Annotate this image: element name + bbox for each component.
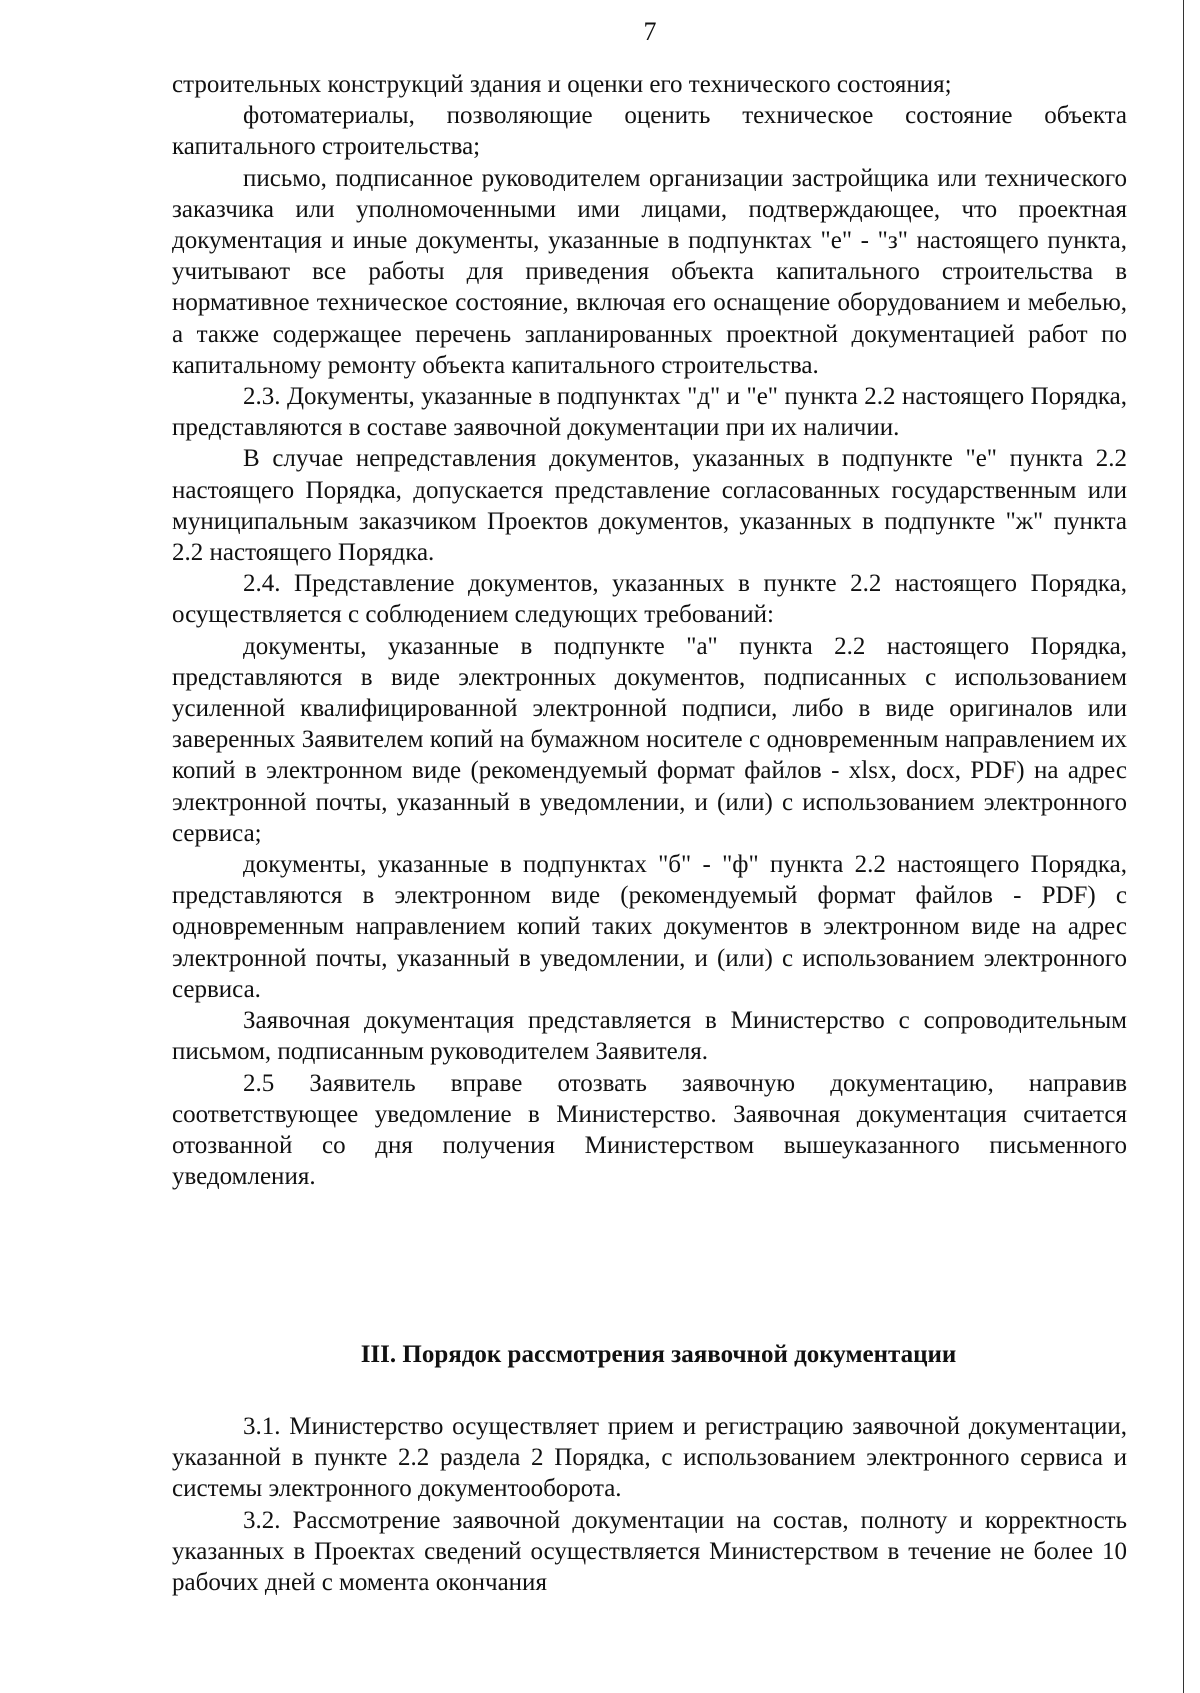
paragraph: документы, указанные в подпунктах "б" - "ф" пункта 2.2 настоящего Порядка, представляются в электронном виде (рекомендуемый формат файлов - PDF) с одновременным направлением копий таких документов в электронном виде на адрес электронной почты, указанный в уведомлении, и (или) с использованием электронного сервиса.: [172, 851, 1127, 1003]
paragraph: В случае непредставления документов, указанных в подпункте "е" пункта 2.2 настоящего Порядка, допускается представление согласованных государственным или муниципальным заказчиком Проектов документов, указанных в подпункте "ж" пункта 2.2 настоящего Порядка.: [172, 445, 1127, 567]
body-text-lower: [172, 1411, 1127, 1598]
paragraph: фотоматериалы, позволяющие оценить техническое состояние объекта капитального строительства;: [172, 102, 1127, 161]
paragraph: 3.2. Рассмотрение заявочной документации на состав, полноту и корректность указанных в Проектах сведений осуществляется Министерством в течение не более 10 рабочих дней с момента окончания: [172, 1506, 1127, 1597]
paragraph: 2.5 Заявитель вправе отозвать заявочную документацию, направив соответствующее уведомление в Министерство. Заявочная документация считается отозванной со дня получения Министерством вышеуказанного письменного уведомления.: [172, 1069, 1127, 1191]
paragraph: документы, указанные в подпункте "а" пункта 2.2 настоящего Порядка, представляются в виде электронных документов, подписанных с использованием усиленной квалифицированной электронной подписи, либо в виде оригиналов или заверенных Заявителем копий на бумажном носителе с одновременным направлением их копий в электронном виде (рекомендуемый формат файлов - xlsx, docx, PDF) на адрес электронной почты, указанный в уведомлении, и (или) с использованием электронного сервиса;: [172, 632, 1127, 847]
paragraph: письмо, подписанное руководителем организации застройщика или технического заказчика или уполномоченными ими лицами, подтверждающее, что проектная документация и иные документы, указанные в подпунктах "е" - "з" настоящего пункта, учитывают все работы для приведения объекта капитального строительства в нормативное техническое состояние, включая его оснащение оборудованием и мебелью, а также содержащее перечень запланированных проектной документацией работ по капитальному ремонту объекта капитального строительства.: [172, 164, 1127, 379]
section-heading: [172, 1339, 1127, 1371]
paragraph: строительных конструкций здания и оценки его технического состояния;: [172, 71, 952, 98]
paragraph: 3.1. Министерство осуществляет прием и регистрацию заявочной документации, указанной в пункте 2.2 раздела 2 Порядка, с использованием электронного сервиса и системы электронного документооборота.: [172, 1413, 1127, 1503]
paragraph: 2.4. Представление документов, указанных в пункте 2.2 настоящего Порядка, осуществляется с соблюдением следующих требований:: [172, 570, 1127, 629]
page-number: 7: [643, 17, 657, 46]
paragraph: Заявочная документация представляется в Министерство с сопроводительным письмом, подписанным руководителем Заявителя.: [172, 1007, 1127, 1066]
body-text-upper: [172, 69, 1127, 1192]
page-edge-line: [1183, 0, 1184, 1693]
section-heading-text: III. Порядок рассмотрения заявочной документации: [360, 1341, 957, 1368]
paragraph: 2.3. Документы, указанные в подпунктах "д" и "е" пункта 2.2 настоящего Порядка, представляются в составе заявочной документации при их наличии.: [172, 383, 1127, 442]
